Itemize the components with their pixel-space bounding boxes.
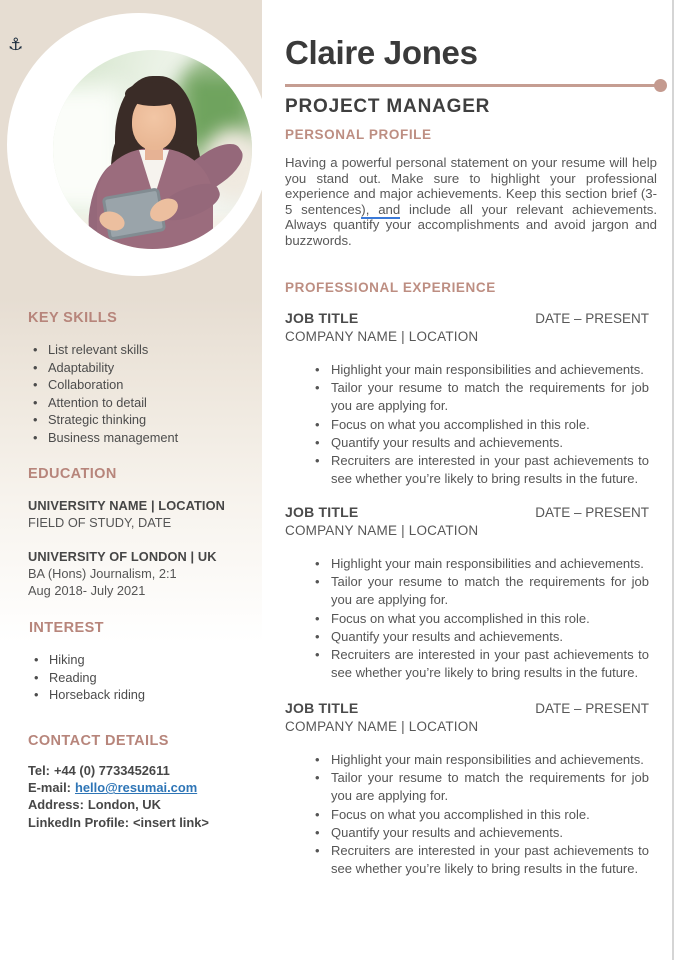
contact-linkedin [28,814,258,831]
professional-experience-heading: PROFESSIONAL EXPERIENCE [285,280,496,295]
job-date: DATE – PRESENT [535,701,649,716]
job-date: DATE – PRESENT [535,505,649,520]
job-bullet: • Tailor your resume to match the requirements for job you are applying for. [285,769,649,805]
education-heading: EDUCATION [28,466,117,482]
job-bullet-list [285,751,649,878]
contact-linkedin-label: LinkedIn Profile: [28,814,129,830]
personal-profile-heading: PERSONAL PROFILE [285,127,432,142]
interest-heading: INTEREST [29,620,104,636]
education-entry-line: Aug 2018- July 2021 [28,583,146,598]
job-title: JOB TITLE [285,700,359,716]
job-bullet-list [285,361,649,488]
contact-tel-value: +44 (0) 7733452611 [53,763,170,778]
job-bullet: • Recruiters are interested in your past achievements to see whether you’re likely to bring results in the future. [285,842,649,878]
job-bullet: • Recruiters are interested in your past achievements to see whether you’re likely to bring results in the future. [285,452,649,488]
job-bullet: • Tailor your resume to match the requirements for job you are applying for. [285,379,649,415]
role-title: PROJECT MANAGER [285,96,491,117]
skill-item: • Collaboration [28,376,238,394]
job-bullet: • Highlight your main responsibilities and achievements. [285,361,649,379]
job-bullet: • Focus on what you accomplished in this role. [285,806,649,824]
education-entry-title: UNIVERSITY OF LONDON | UK [28,549,217,564]
education-entry-line: FIELD OF STUDY, DATE [28,515,172,530]
key-skills-heading: KEY SKILLS [28,310,118,326]
profile-text-after: include all your relevant achievements. Always quantify your accomplishments and avoid jargon and buzzwords. [285,201,657,248]
profile-text-grammar-underline: ), and [361,201,401,217]
contact-address [28,796,258,813]
job-entry [285,310,649,488]
job-title: JOB TITLE [285,310,359,326]
page-title-name: Claire Jones [285,34,478,71]
job-bullet: • Quantify your results and achievements. [285,434,649,452]
interest-list [29,651,229,704]
skill-item: • Attention to detail [28,394,238,412]
divider-line [285,84,657,87]
education-entry-line: BA (Hons) Journalism, 2:1 [28,566,177,581]
divider-dot [654,79,667,92]
job-date: DATE – PRESENT [535,311,649,326]
key-skills-list [28,341,238,446]
skill-item: • List relevant skills [28,341,238,359]
job-head [285,700,649,718]
job-company: COMPANY NAME | LOCATION [285,328,479,344]
job-bullet: • Highlight your main responsibilities and achievements. [285,555,649,573]
skill-item: • Adaptability [28,359,238,377]
job-bullet-list [285,555,649,682]
education-entry-title: UNIVERSITY NAME | LOCATION [28,498,225,513]
skill-item: • Strategic thinking [28,411,238,429]
job-bullet: • Recruiters are interested in your past achievements to see whether you’re likely to bring results in the future. [285,646,649,682]
contact-tel-label: Tel: [28,763,50,778]
contact-address-label: Address: [28,797,84,813]
job-bullet: • Focus on what you accomplished in this role. [285,610,649,628]
job-title: JOB TITLE [285,504,359,520]
skill-item: • Business management [28,429,238,447]
job-bullet: • Focus on what you accomplished in this role. [285,416,649,434]
photo-hair-fringe [125,82,183,106]
contact-block [28,762,258,831]
personal-profile-text [285,155,657,248]
job-company: COMPANY NAME | LOCATION [285,522,479,538]
contact-email-label: E-mail: [28,780,71,796]
contact-email [28,779,258,796]
interest-item: • Hiking [29,651,229,669]
contact-address-value: London, UK [87,797,161,813]
job-bullet: • Quantify your results and achievements. [285,628,649,646]
interest-item: • Reading [29,669,229,687]
page-right-edge [672,0,674,960]
education-entry [28,548,248,599]
job-bullet: • Highlight your main responsibilities and achievements. [285,751,649,769]
job-entry [285,504,649,682]
contact-tel [28,762,258,779]
profile-text-before: Having a powerful personal statement on your resume will help you stand out. Make sure to highlight your professional experience and major achievements. Keep this section brief (3-5 sentences [285,155,657,217]
email-link[interactable]: hello@resumai.com [74,780,198,796]
education-entry [28,497,248,531]
job-entry [285,700,649,878]
job-head [285,310,649,328]
job-bullet: • Quantify your results and achievements. [285,824,649,842]
job-company: COMPANY NAME | LOCATION [285,718,479,734]
contact-linkedin-value: <insert link> [133,814,209,830]
profile-photo [53,50,252,249]
interest-item: • Horseback riding [29,686,229,704]
job-head [285,504,649,522]
job-bullet: • Tailor your resume to match the requirements for job you are applying for. [285,573,649,609]
anchor-icon: ⚓ [8,35,24,54]
contact-heading: CONTACT DETAILS [28,733,169,749]
